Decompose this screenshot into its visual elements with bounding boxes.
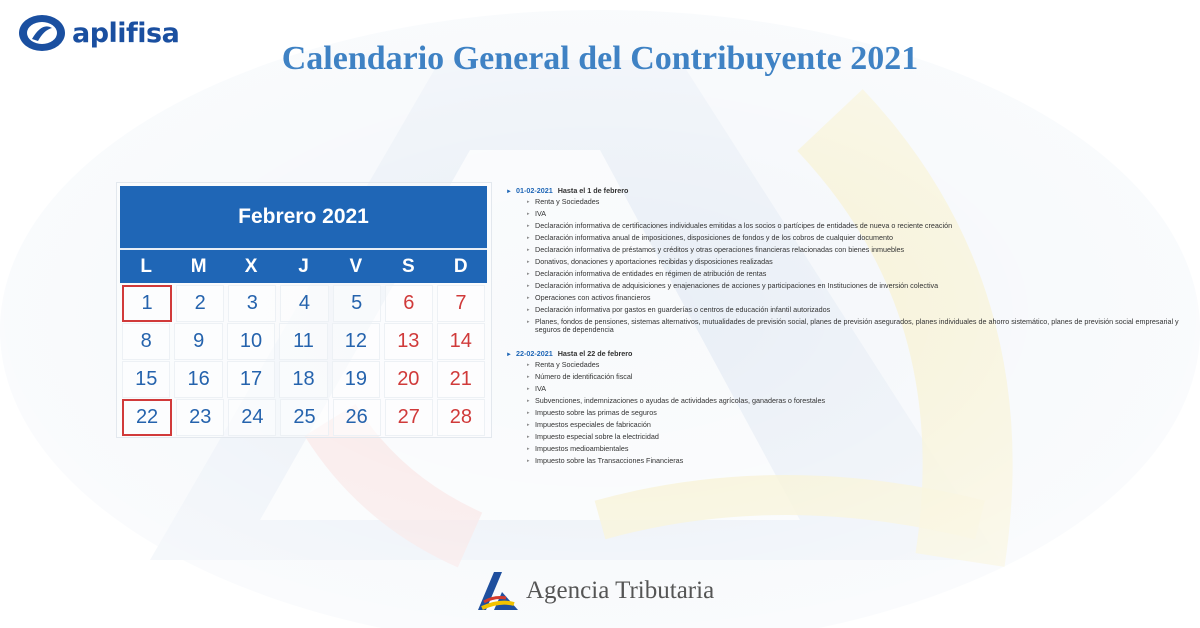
calendar-month-title: Febrero 2021 xyxy=(120,186,487,248)
arrow-right-icon: ▸ xyxy=(527,283,530,289)
deadline-item[interactable] xyxy=(506,457,1184,465)
deadline-item-label: Impuestos especiales de fabricación xyxy=(535,419,651,429)
arrow-right-icon: ▸ xyxy=(527,295,530,301)
deadline-item[interactable] xyxy=(506,246,1184,254)
calendar-day[interactable]: 19 xyxy=(332,361,380,398)
deadline-item-label: Renta y Sociedades xyxy=(535,197,600,206)
deadline-item[interactable] xyxy=(506,270,1184,278)
arrow-right-icon: ▸ xyxy=(527,385,530,392)
weekday-label: M xyxy=(190,256,207,277)
arrow-right-icon: ▸ xyxy=(527,307,530,313)
arrow-right-icon: ▸ xyxy=(527,373,530,380)
deadline-item-label: IVA xyxy=(535,383,547,393)
caret-right-icon: ► xyxy=(506,189,512,195)
calendar-day[interactable]: 21 xyxy=(437,361,485,398)
calendar-day[interactable]: 13 xyxy=(384,323,432,360)
deadline-group xyxy=(506,186,1184,335)
weekday-label: S xyxy=(401,256,415,277)
agency-name: Agencia Tributaria xyxy=(526,577,715,604)
deadline-item[interactable] xyxy=(506,294,1184,302)
deadline-item[interactable] xyxy=(506,234,1184,242)
calendar-week-row xyxy=(120,361,487,398)
deadline-item[interactable] xyxy=(506,397,1184,405)
arrow-right-icon: ▸ xyxy=(527,421,530,428)
deadline-list xyxy=(506,186,1184,469)
arrow-right-icon: ▸ xyxy=(527,433,530,440)
calendar-day[interactable]: 9 xyxy=(174,323,222,360)
deadline-item[interactable] xyxy=(506,318,1184,335)
deadline-item-label: Subvenciones, indemnizaciones o ayudas de actividades agrícolas, ganaderas o forestales xyxy=(535,395,826,405)
calendar-week-row xyxy=(120,285,487,322)
arrow-right-icon: ▸ xyxy=(527,259,530,265)
calendar-week-row xyxy=(120,399,487,436)
calendar-week-row xyxy=(120,323,487,360)
calendar-day[interactable]: 15 xyxy=(122,361,170,398)
calendar-day[interactable]: 1 xyxy=(122,285,172,322)
deadline-item-label: Operaciones con activos financieros xyxy=(535,293,651,302)
page-title: Calendario General del Contribuyente 2021 xyxy=(281,40,919,77)
deadline-item[interactable] xyxy=(506,258,1184,266)
calendar-day[interactable]: 24 xyxy=(228,399,276,436)
calendar-grid xyxy=(120,285,487,437)
deadline-item-label: Declaración informativa por gastos en guarderías o centros de educación infantil autorizados xyxy=(535,305,831,314)
deadline-item[interactable] xyxy=(506,433,1184,441)
calendar-day[interactable]: 3 xyxy=(228,285,276,322)
arrow-right-icon: ▸ xyxy=(527,445,530,452)
deadline-item-label: Declaración informativa de entidades en régimen de atribución de rentas xyxy=(535,269,767,278)
deadline-group xyxy=(506,349,1184,465)
deadline-item-label: Impuesto sobre las primas de seguros xyxy=(535,407,657,417)
calendar-day[interactable]: 8 xyxy=(122,323,170,360)
calendar-day[interactable]: 11 xyxy=(279,323,327,360)
arrow-right-icon: ▸ xyxy=(527,247,530,253)
deadline-item-label: Renta y Sociedades xyxy=(535,359,600,369)
calendar-day[interactable]: 6 xyxy=(385,285,433,322)
deadline-item-label: Declaración informativa anual de imposiciones, disposiciones de fondos y de los cobros de cualquier documento xyxy=(535,233,893,242)
calendar-day[interactable]: 14 xyxy=(437,323,485,360)
deadline-item-label: Impuesto especial sobre la electricidad xyxy=(535,431,659,441)
weekday-label: L xyxy=(140,256,153,277)
deadline-item[interactable] xyxy=(506,445,1184,453)
calendar-day[interactable]: 27 xyxy=(385,399,433,436)
deadline-item[interactable] xyxy=(506,361,1184,369)
arrow-right-icon: ▸ xyxy=(527,457,530,464)
deadline-item[interactable] xyxy=(506,421,1184,429)
caret-right-icon: ► xyxy=(506,351,512,358)
deadline-item-label: Número de identificación fiscal xyxy=(535,371,633,381)
month-calendar xyxy=(116,182,492,438)
deadline-group-header[interactable] xyxy=(506,186,1184,195)
deadline-item[interactable] xyxy=(506,282,1184,290)
weekday-label: X xyxy=(244,256,258,277)
deadline-item[interactable] xyxy=(506,210,1184,218)
deadline-title: Hasta el 1 de febrero xyxy=(557,186,629,195)
arrow-right-icon: ▸ xyxy=(527,235,530,241)
deadline-item[interactable] xyxy=(506,373,1184,381)
deadline-item-label: Impuesto sobre las Transacciones Financieras xyxy=(535,455,684,465)
calendar-day[interactable]: 20 xyxy=(384,361,432,398)
calendar-day[interactable]: 28 xyxy=(437,399,485,436)
deadline-item[interactable] xyxy=(506,409,1184,417)
weekday-label: D xyxy=(453,256,468,277)
deadline-date[interactable]: 01-02-2021 xyxy=(515,186,553,195)
calendar-day[interactable]: 2 xyxy=(176,285,224,322)
deadline-item-label: Donativos, donaciones y aportaciones recibidas y disposiciones realizadas xyxy=(535,257,773,266)
deadline-item[interactable] xyxy=(506,198,1184,206)
calendar-day[interactable]: 10 xyxy=(227,323,275,360)
deadline-item-label: IVA xyxy=(535,209,547,218)
calendar-day[interactable]: 26 xyxy=(333,399,381,436)
arrow-right-icon: ▸ xyxy=(527,271,530,277)
deadline-title: Hasta el 22 de febrero xyxy=(557,348,633,358)
deadline-item[interactable] xyxy=(506,222,1184,230)
deadline-item-label: Planes, fondos de pensiones, sistemas alternativos, mutualidades de previsión social, planes de previsión asegurados, planes individuales de ahorro sistemático, planes de previsión social empresarial y seguros de dependencia xyxy=(535,317,1179,335)
deadline-item-label: Declaración informativa de certificaciones individuales emitidas a los socios o partícipes de entidades de nueva o reciente creación xyxy=(535,221,953,230)
deadline-item-label: Impuestos medioambientales xyxy=(535,443,629,453)
weekday-label: V xyxy=(349,256,363,277)
calendar-day[interactable]: 23 xyxy=(176,399,224,436)
deadline-date[interactable]: 22-02-2021 xyxy=(515,348,553,358)
deadline-items xyxy=(506,198,1184,335)
brand-name: aplifisa xyxy=(72,17,180,49)
deadline-item[interactable] xyxy=(506,385,1184,393)
arrow-right-icon: ▸ xyxy=(527,409,530,416)
calendar-day[interactable]: 16 xyxy=(174,361,222,398)
arrow-right-icon: ▸ xyxy=(527,319,530,325)
arrow-right-icon: ▸ xyxy=(527,397,530,404)
deadline-item-label: Declaración informativa de préstamos y créditos y otras operaciones financieras relacionadas con bienes inmuebles xyxy=(535,245,905,254)
arrow-right-icon: ▸ xyxy=(527,199,530,205)
arrow-right-icon: ▸ xyxy=(527,361,530,368)
calendar-day[interactable]: 5 xyxy=(333,285,381,322)
agency-logo xyxy=(474,570,714,612)
calendar-day[interactable]: 18 xyxy=(279,361,327,398)
arrow-right-icon: ▸ xyxy=(527,211,530,217)
deadline-item-label: Declaración informativa de adquisiciones y enajenaciones de acciones y participaciones en Instituciones de inversión colectiva xyxy=(535,281,939,290)
calendar-day[interactable]: 12 xyxy=(332,323,380,360)
calendar-day[interactable]: 17 xyxy=(227,361,275,398)
weekday-label: J xyxy=(298,256,309,277)
calendar-day[interactable]: 4 xyxy=(280,285,328,322)
arrow-right-icon: ▸ xyxy=(527,223,530,229)
deadline-items xyxy=(506,361,1184,465)
calendar-day[interactable]: 22 xyxy=(122,399,172,436)
calendar-day[interactable]: 25 xyxy=(280,399,328,436)
agencia-tributaria-logo-icon xyxy=(474,570,520,612)
deadline-group-header[interactable] xyxy=(506,349,1184,358)
calendar-day[interactable]: 7 xyxy=(437,285,485,322)
deadline-item[interactable] xyxy=(506,306,1184,314)
calendar-weekday-header xyxy=(120,250,487,283)
